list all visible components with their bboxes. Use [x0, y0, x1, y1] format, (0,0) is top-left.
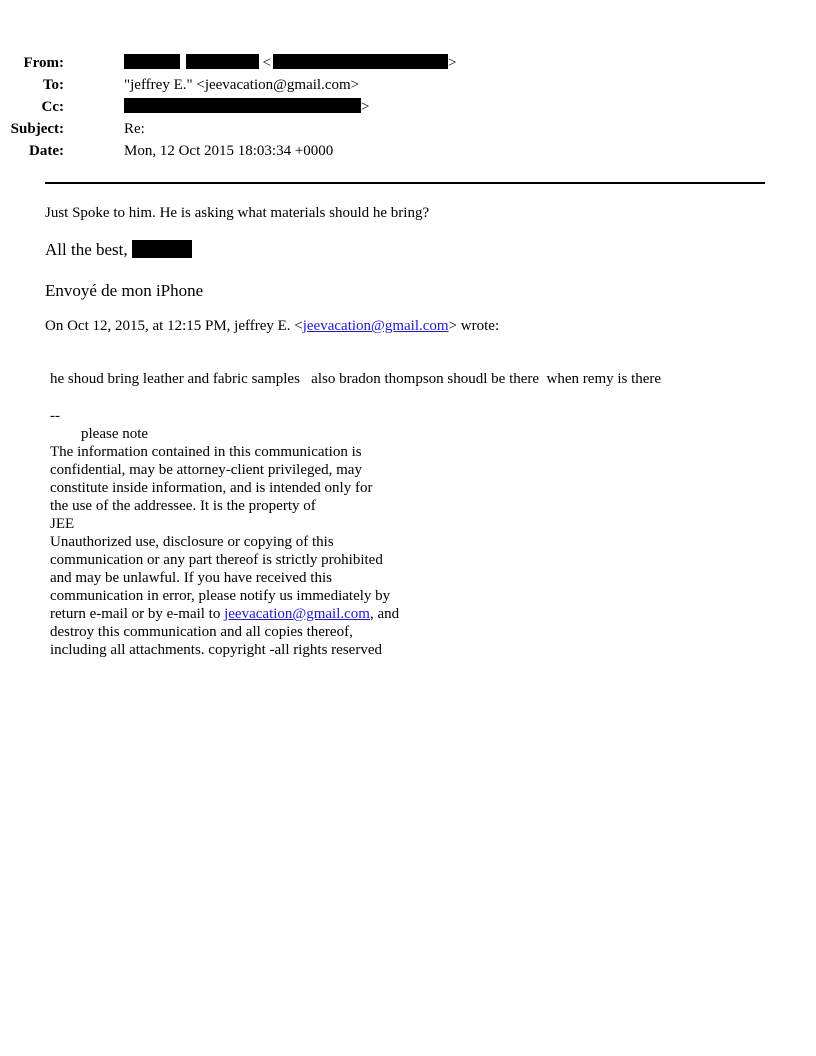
signoff: [45, 240, 192, 260]
sent-from: Envoyé de mon iPhone: [45, 281, 204, 300]
quote-email-link[interactable]: jeevacation@gmail.com: [302, 318, 449, 334]
from-value: [124, 52, 456, 74]
quote-suffix: > wrote:: [448, 318, 500, 334]
date-label: Date:: [29, 143, 64, 159]
header-date: [0, 140, 760, 162]
please-note-text: please note: [81, 426, 149, 442]
subject-value: Re:: [124, 121, 145, 137]
disclaimer-part1: The information contained in this communication is confidential, may be attorney-client privileged, may constitute inside information, and is intended only for the use of the addressee. It is the property of JEE Unauthorized use, disclosure or copying of this communication or any part thereof is strictly prohibited and may be unlawful. If you have received this communication in error, please notify us immediately by return e-mail or by e-mail to: [50, 444, 391, 622]
header-subject: [0, 118, 760, 140]
from-lt: <: [262, 55, 271, 71]
header-to: [0, 74, 760, 96]
quoted-message: he shoud bring leather and fabric samples also bradon thompson shoudl be there when remy is there: [50, 371, 662, 387]
header-from: [0, 52, 760, 74]
signoff-text: All the best,: [45, 240, 128, 259]
disclaimer-part2: , and destroy this communication and all copies thereof, including all attachments. copyright -all rights reserved: [50, 606, 400, 658]
header-divider: [45, 182, 765, 184]
to-value: "jeffrey E." <jeevacation@gmail.com>: [124, 77, 360, 93]
redaction-box: [273, 54, 448, 69]
disclaimer-email-link[interactable]: jeevacation@gmail.com: [224, 606, 370, 622]
redaction-box: [124, 54, 180, 69]
disclaimer: [50, 407, 399, 659]
disclaimer-dashes: --: [50, 408, 60, 424]
redaction-box: [132, 240, 192, 258]
header-cc: [0, 96, 760, 118]
body-line-1: Just Spoke to him. He is asking what materials should he bring?: [45, 205, 430, 221]
subject-label: Subject:: [10, 121, 64, 137]
quote-attribution: [45, 318, 499, 335]
cc-value: [124, 96, 369, 118]
disclaimer-please-note: [50, 426, 148, 442]
cc-gt: >: [361, 99, 370, 115]
cc-label: Cc:: [41, 99, 64, 115]
date-value: Mon, 12 Oct 2015 18:03:34 +0000: [124, 143, 334, 159]
from-label: From:: [23, 55, 64, 71]
to-label: To:: [42, 77, 64, 93]
redaction-box: [186, 54, 259, 69]
quote-prefix: On Oct 12, 2015, at 12:15 PM, jeffrey E. <: [45, 318, 303, 334]
from-gt: >: [447, 55, 457, 71]
redaction-box: [124, 98, 361, 113]
